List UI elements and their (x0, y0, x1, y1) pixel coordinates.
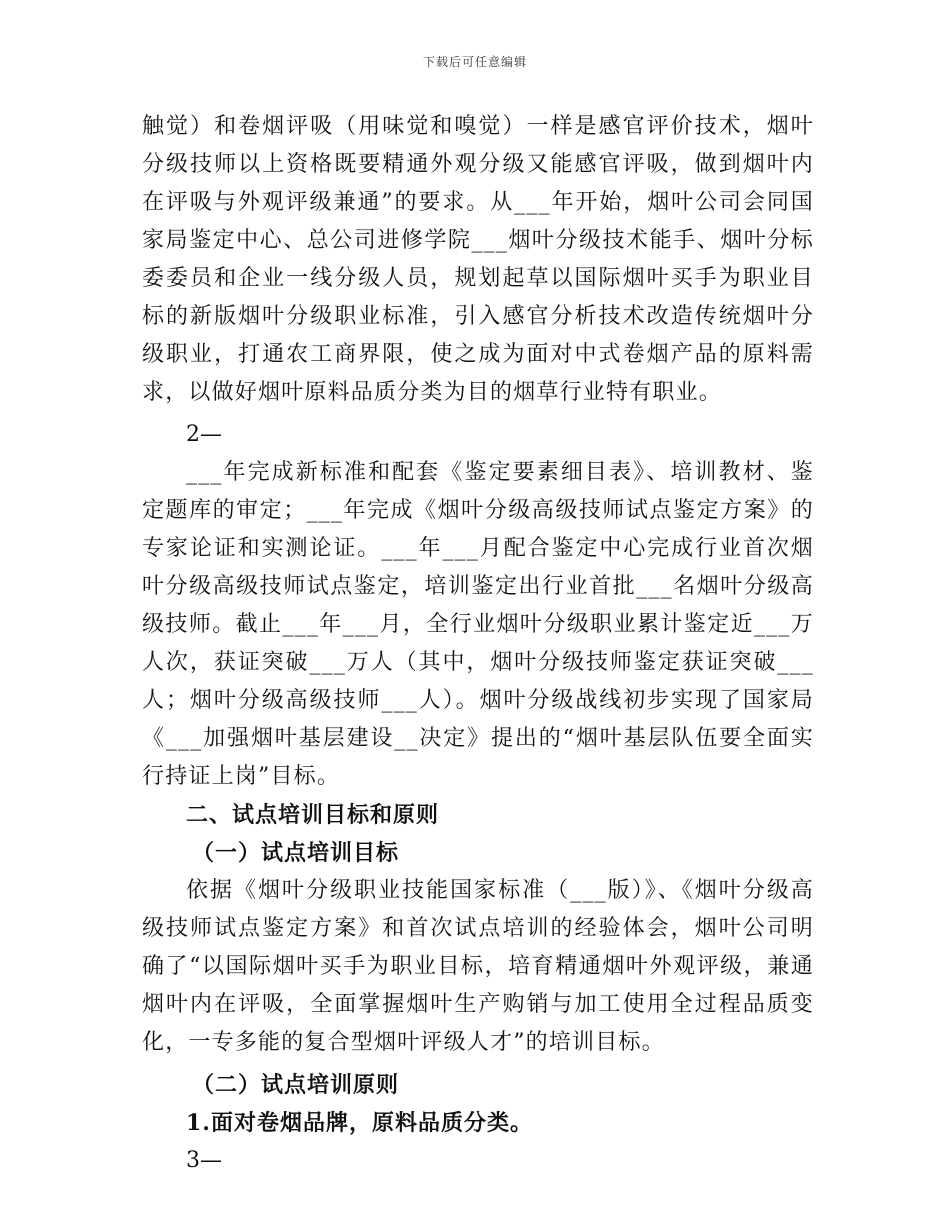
page-marker-2: 2— (186, 422, 222, 447)
page-marker-3: 3— (186, 1148, 222, 1173)
subsection-heading-goal: （一）试点培训目标 (192, 840, 400, 866)
principle-item-1: 1.面对卷烟品牌，原料品质分类。 (186, 1110, 533, 1136)
paragraph-goal: 依据《烟叶分级职业技能国家标准（___版）》、《烟叶分级高级技师试点鉴定方案》和首次试点培训的经验体会，烟叶公司明确了“以国际烟叶买手为职业目标，培育精通烟叶外观评级，兼通烟叶内在评吸，全面掌握烟叶生产购销与加工使用全过程品质变化，一专多能的复合型烟叶评级人才”的培训目标。 (142, 878, 814, 1055)
document-body (142, 108, 814, 1180)
paragraph-continued: 触觉）和卷烟评吸（用味觉和嗅觉）一样是感官评价技术，烟叶分级技师以上资格既要精通外观分级又能感官评吸，做到烟叶内在评吸与外观评级兼通”的要求。从___年开始，烟叶公司会同国家局鉴定中心、总公司进修学院___烟叶分级技术能手、烟叶分标委委员和企业一线分级人员，规划起草以国际烟叶买手为职业目标的新版烟叶分级职业标准，引入感官分析技术改造传统烟叶分级职业，打通农工商界限，使之成为面对中式卷烟产品的原料需求，以做好烟叶原料品质分类为目的烟草行业特有职业。 (142, 114, 814, 405)
paragraph-progress: ___年完成新标准和配套《鉴定要素细目表》、培训教材、鉴定题库的审定；___年完成《烟叶分级高级技师试点鉴定方案》的专家论证和实测论证。___年___月配合鉴定中心完成行业首次烟叶分级高级技师试点鉴定，培训鉴定出行业首批___名烟叶分级高级技师。截止___年___月，全行业烟叶分级职业累计鉴定近___万人次，获证突破___万人（其中，烟叶分级技师鉴定获证突破___人；烟叶分级高级技师___人）。烟叶分级战线初步实现了国家局《___加强烟叶基层建设__决定》提出的“烟叶基层队伍要全面实行持证上岗”目标。 (142, 460, 814, 789)
subsection-heading-principles: （二）试点培训原则 (192, 1072, 400, 1098)
page-header: 下载后可任意编辑 (422, 55, 527, 69)
section-heading-2: 二、试点培训目标和原则 (186, 802, 440, 828)
